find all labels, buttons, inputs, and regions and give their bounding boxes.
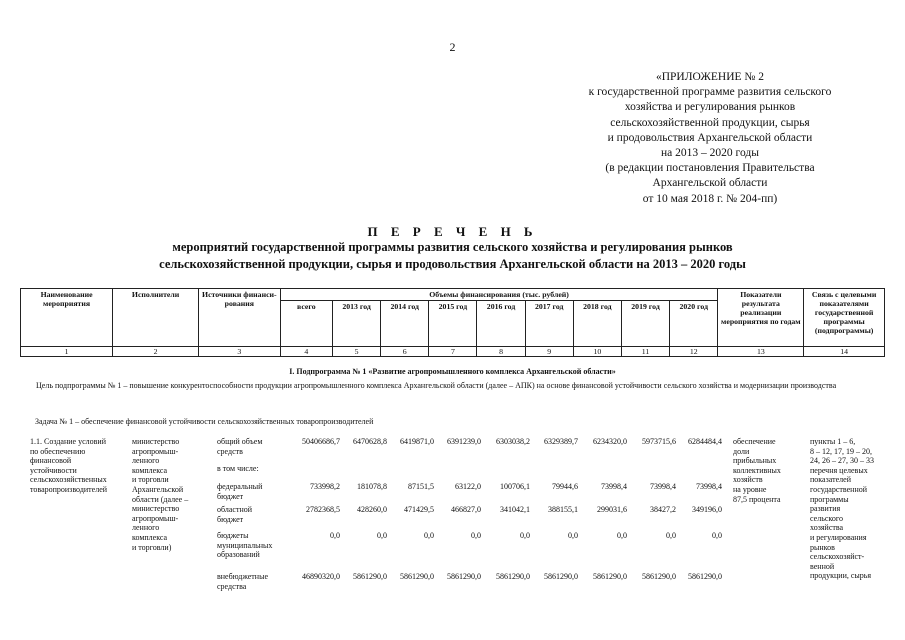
source-label-line: общий объем	[217, 437, 263, 446]
financing-value: 50406686,7	[302, 437, 340, 446]
header-year: 2017 год	[525, 301, 573, 347]
financing-value: 0,0	[520, 531, 530, 540]
subprogram-goal: Цель подпрограммы № 1 – повышение конкурентоспособности продукции агропромышленного комплекса Архангельской области (далее – АПК) на основе финансовой устойчивости сельского хозяйства и модернизации производства	[36, 381, 837, 390]
financing-value: 181078,8	[357, 482, 387, 491]
result-indicator	[733, 437, 808, 504]
financing-value: 5861290,0	[496, 572, 530, 581]
appendix-line: и продовольствия Архангельской области	[607, 131, 813, 144]
link-line: пункты 1 – 6,	[810, 437, 856, 446]
header-year: 2015 год	[429, 301, 477, 347]
appendix-line: сельскохозяйственной продукции, сырья	[610, 116, 810, 129]
column-number: 8	[477, 347, 525, 357]
financing-value: 0,0	[712, 531, 722, 540]
source-label-line: средства	[217, 581, 247, 591]
source-label-line: муниципальных	[217, 540, 273, 550]
measure-name-line: финансовой	[30, 456, 72, 466]
financing-value: 38427,2	[650, 505, 676, 514]
financing-value: 428260,0	[357, 505, 387, 514]
financing-value: 471429,5	[404, 505, 434, 514]
financing-value: 5861290,0	[642, 572, 676, 581]
column-number: 4	[280, 347, 332, 357]
financing-value: 73998,4	[650, 482, 676, 491]
source-label-line: федеральный	[217, 482, 263, 491]
header-executors: Исполнители	[113, 289, 199, 347]
indicator-line: прибыльных	[733, 456, 777, 466]
link-line: показателей	[810, 475, 851, 485]
financing-value: 0,0	[471, 531, 481, 540]
header-year: 2018 год	[573, 301, 621, 347]
measure-name-line: товаропроизводителей	[30, 484, 108, 494]
column-number: 9	[525, 347, 573, 357]
link-line: венной	[810, 561, 835, 571]
executor-line: и торговли	[132, 475, 169, 485]
executor-line: министерство	[132, 437, 180, 446]
source-label	[217, 437, 287, 456]
financing-value: 2782368,5	[306, 505, 340, 514]
column-number: 13	[718, 347, 804, 357]
financing-value: 349196,0	[692, 505, 722, 514]
column-number: 11	[621, 347, 669, 357]
financing-value: 79944,6	[552, 482, 578, 491]
source-label-line: в том числе:	[217, 464, 259, 473]
link-line: и регулирования	[810, 532, 867, 542]
executor-line: агропромыш-	[132, 446, 179, 456]
appendix-line: «ПРИЛОЖЕНИЕ № 2	[655, 71, 764, 83]
measure-name-line: по обеспечению	[30, 446, 86, 456]
subprogram-title: I. Подпрограмма № 1 «Развитие агропромышленного комплекса Архангельской области»	[289, 367, 616, 376]
financing-value: 0,0	[568, 531, 578, 540]
financing-value: 5973715,6	[642, 437, 676, 446]
financing-value: 5861290,0	[688, 572, 722, 581]
financing-value: 6470628,8	[353, 437, 387, 446]
financing-value: 6234320,0	[593, 437, 627, 446]
executor-line: области (далее –	[132, 494, 189, 504]
source-label-line: средств	[217, 446, 243, 456]
header-sources: Источники финанси-рования	[199, 289, 281, 347]
financing-value: 6303038,2	[496, 437, 530, 446]
measure-name	[30, 437, 118, 495]
header-volumes: Объемы финансирования (тыс. рублей)	[280, 289, 718, 301]
header-year: 2013 год	[333, 301, 381, 347]
financing-value: 299031,6	[597, 505, 627, 514]
link-line: рынков	[810, 542, 835, 552]
column-number: 3	[199, 347, 281, 357]
source-label	[217, 572, 287, 591]
executor-line: комплекса	[132, 465, 168, 475]
document-title: П Е Р Е Ч Е Н Ь	[367, 224, 538, 239]
column-number: 10	[573, 347, 621, 357]
link-line: развития	[810, 504, 841, 514]
link-line: сельскохозяйст-	[810, 552, 865, 562]
financing-value: 5861290,0	[447, 572, 481, 581]
executor-line: Архангельской	[132, 484, 184, 494]
financing-value: 5861290,0	[593, 572, 627, 581]
column-number: 2	[113, 347, 199, 357]
financing-value: 466827,0	[451, 505, 481, 514]
financing-value: 6419871,0	[400, 437, 434, 446]
financing-value: 0,0	[666, 531, 676, 540]
financing-value: 6329389,7	[544, 437, 578, 446]
financing-value: 5861290,0	[353, 572, 387, 581]
executor-line: комплекса	[132, 532, 168, 542]
link-line: перечня целевых	[810, 465, 868, 475]
executor-line: министерство	[132, 504, 180, 514]
executor-line: и торговли)	[132, 542, 172, 552]
indicator-line: хозяйств	[733, 475, 763, 485]
executor-line: агропромыш-	[132, 513, 179, 523]
source-label-line: бюджет	[217, 491, 244, 501]
appendix-line: хозяйства и регулирования рынков	[624, 101, 796, 114]
financing-value: 341042,1	[500, 505, 530, 514]
link-line: 8 – 12, 17, 19 – 20,	[810, 446, 872, 456]
target-link	[810, 437, 890, 581]
financing-value: 6284484,4	[688, 437, 722, 446]
header-indicators: Показатели результата реализации мероприятия по годам	[718, 289, 804, 347]
appendix-line: Архангельской области	[652, 177, 768, 190]
financing-value: 63122,0	[455, 482, 481, 491]
financing-value: 733998,2	[310, 482, 340, 491]
header-year: 2014 год	[381, 301, 429, 347]
financing-value: 0,0	[330, 531, 340, 540]
financing-value: 5861290,0	[400, 572, 434, 581]
appendix-line: к государственной программе развития сельского	[588, 86, 832, 99]
source-label-line: бюджет	[217, 514, 244, 524]
appendix-line: (в редакции постановления Правительства	[605, 162, 815, 175]
header-year: 2020 год	[670, 301, 718, 347]
link-line: сельского	[810, 513, 843, 523]
indicator-line: коллективных	[733, 465, 781, 475]
source-label	[217, 531, 287, 560]
document-subtitle	[0, 239, 905, 273]
subtitle-line: мероприятий государственной программы развития сельского хозяйства и регулирования рынков	[172, 240, 733, 254]
financing-value: 87151,5	[408, 482, 434, 491]
financing-value: 46890320,0	[302, 572, 340, 581]
financing-value: 100706,1	[500, 482, 530, 491]
link-line: продукции, сырья	[810, 571, 872, 581]
executor	[132, 437, 212, 552]
measure-name-line: 1.1. Создание условий	[30, 437, 106, 446]
financing-value: 388155,1	[548, 505, 578, 514]
source-label-line: областной	[217, 505, 253, 514]
financing-value: 6391239,0	[447, 437, 481, 446]
link-line: 24, 26 – 27, 30 – 33	[810, 456, 874, 466]
link-line: хозяйства	[810, 523, 844, 533]
financing-value: 0,0	[617, 531, 627, 540]
subtitle-line: сельскохозяйственной продукции, сырья и продовольствия Архангельской области на 2013 – 2020 годы	[159, 257, 746, 271]
indicator-line: доли	[733, 446, 750, 456]
column-number: 6	[381, 347, 429, 357]
source-label	[217, 464, 287, 474]
measure-name-line: устойчивости	[30, 465, 77, 475]
link-line: государственной	[810, 484, 868, 494]
header-year: 2019 год	[621, 301, 669, 347]
header-link: Связь с целевыми показателями государственной программы (подпрограммы)	[804, 289, 885, 347]
indicator-line: на уровне	[733, 484, 767, 494]
link-line: программы	[810, 494, 849, 504]
appendix-line: от 10 мая 2018 г. № 204-пп)	[642, 192, 778, 205]
indicator-line: обеспечение	[733, 437, 776, 446]
appendix-heading	[560, 70, 860, 207]
column-number: 1	[21, 347, 113, 357]
financing-value: 73998,4	[696, 482, 722, 491]
page-number: 2	[449, 40, 456, 54]
executor-line: ленного	[132, 523, 160, 533]
column-number: 5	[333, 347, 381, 357]
financing-value: 0,0	[424, 531, 434, 540]
executor-line: ленного	[132, 456, 160, 466]
source-label	[217, 505, 287, 524]
indicator-line: 87,5 процента	[733, 494, 781, 504]
column-number: 12	[670, 347, 718, 357]
column-number: 7	[429, 347, 477, 357]
measure-name-line: сельскохозяйственных	[30, 475, 107, 485]
source-label-line: бюджеты	[217, 531, 249, 540]
header-year: всего	[280, 301, 332, 347]
financing-value: 0,0	[377, 531, 387, 540]
source-label-line: образований	[217, 550, 260, 560]
appendix-line: на 2013 – 2020 годы	[661, 147, 759, 160]
financing-table-header	[20, 288, 885, 357]
source-label	[217, 482, 287, 501]
financing-value: 5861290,0	[544, 572, 578, 581]
source-label-line: внебюджетные	[217, 572, 268, 581]
header-year: 2016 год	[477, 301, 525, 347]
column-number: 14	[804, 347, 885, 357]
financing-value: 73998,4	[601, 482, 627, 491]
header-name: Наименование мероприятия	[21, 289, 113, 347]
task-title: Задача № 1 – обеспечение финансовой устойчивости сельскохозяйственных товаропроизводителей	[35, 417, 374, 426]
